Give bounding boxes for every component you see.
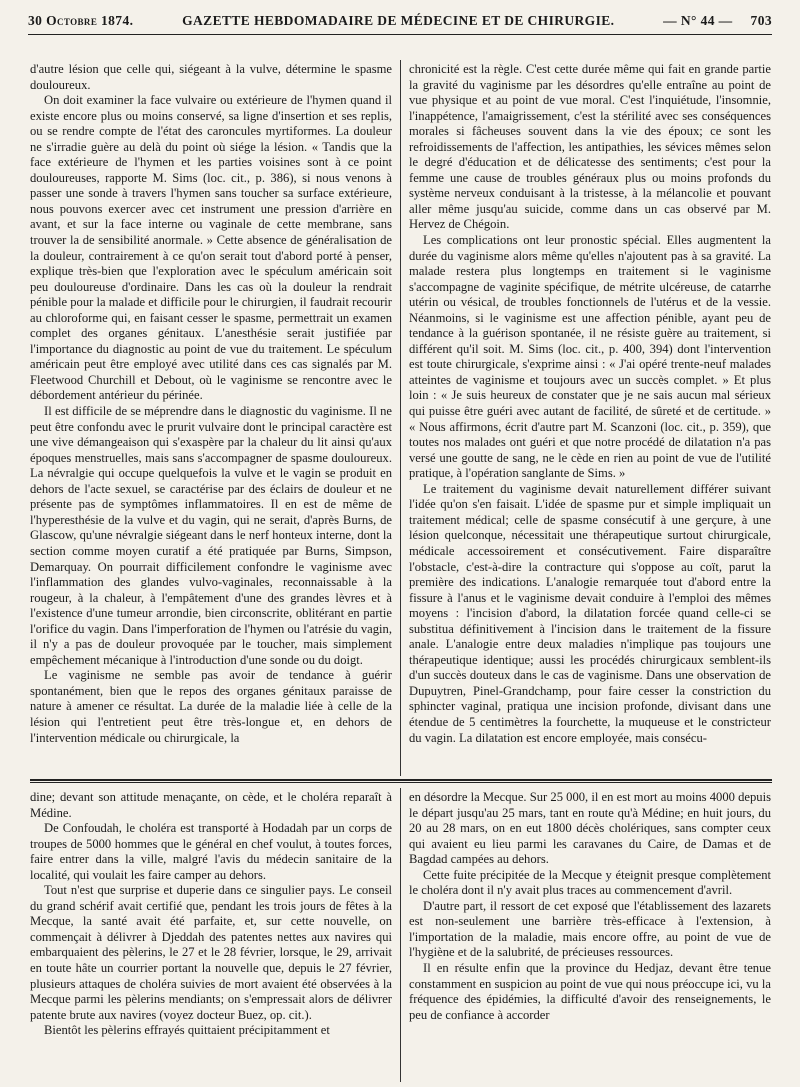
paragraph: Il en résulte enfin que la province du Hedjaz, devant être tenue constamment en suspicion au point de vue qui nous préoccupe ici, vu la fréquence des épidémies, la difficulté d'avoir des renseignements, le peu de confiance à accorder: [409, 961, 771, 1022]
page-number: 703: [750, 13, 772, 28]
paragraph: On doit examiner la face vulvaire ou extérieure de l'hymen quand il existe encore plus ou moins conservé, sa ligne d'insertion et ses replis, ou se rendre compte de l'état des caroncules myrtiformes. La douleur ne s'irradie guère au delà du point où siége la lésion. « Tandis que la face extérieure de l'hymen et les parties voisines sont à ce point douloureuses, rapporte M. Sims (loc. cit., p. 386), si nous venons à passer une sonde à travers l'hymen sans toucher sa surface extérieure, nous pouvons exercer avec cet instrument une pression d'arrière en avant, et sur la face interne ou vaginale de cette membrane, sans trouver la de sensibilité anormale. » Cette absence de généralisation de la douleur, contrairement à ce qu'on serait tout d'abord porté à penser, explique très-bien que l'exploration avec le spéculum américain soit peu douloureuse d'ordinaire. Dans les cas où la douleur la rendrait pénible pour la malade et difficile pour le chirurgien, il faudrait recourir au chloroforme qui, en faisant cesser le spasme, permettrait un examen complet des organes génitaux. L'anesthésie serait justifiée par l'importance du diagnostic au point de vue du traitement. Le spéculum américain peut être employé avec utilité dans ces cas signalés par M. Fleetwood Churchill et Debout, où le vaginisme se rencontre avec le débordement antérieur du périnée.: [30, 93, 392, 403]
paragraph: d'autre lésion que celle qui, siégeant à la vulve, détermine le spasme douloureux.: [30, 62, 392, 92]
paragraph: D'autre part, il ressort de cet exposé que l'établissement des lazarets est non-seulement une barrière très-efficace à l'extension, à l'importation de la maladie, mais encore offre, au point de vue de l'hygiène et de la salubrité, de précieuses ressources.: [409, 898, 771, 960]
journal-title: GAZETTE HEBDOMADAIRE DE MÉDECINE ET DE CHIRURGIE.: [182, 13, 615, 28]
paragraph: De Confoudah, le choléra est transporté à Hodadah par un corps de troupes de 5000 hommes que le général en chef voulut, à toutes forces, faire entrer dans la ville, malgré l'avis du médecin sanitaire de la localité, qui voulait les faire camper au dehors.: [30, 821, 392, 882]
column-top-left: [30, 62, 392, 774]
column-divider-bottom: [400, 788, 401, 1082]
paragraph: Tout n'est que surprise et duperie dans ce singulier pays. Le conseil du grand schérif avait certifié que, pendant les trois jours de fêtes à la Mecque, la santé avait été parfaite, et, sur cette nouvelle, on commençait à délivrer à Djeddah des patentes nettes aux navires qui embarquaient des pèlerins, le 27 et le 28 février, lorsque, le 29, arrivait en toute hâte un courrier portant la nouvelle que, depuis le 27 février, plusieurs attaques de choléra suivies de mort avaient été observées à la Mecque parmi les pèlerins mendiants; on s'empressait alors de délivrer patente brute aux navires (voyez docteur Buez, op. cit.).: [30, 883, 392, 1022]
column-bottom-left: [30, 790, 392, 1080]
issue-number: — N° 44 —: [663, 13, 733, 28]
column-top-right: [409, 62, 771, 774]
paragraph: en désordre la Mecque. Sur 25 000, il en est mort au moins 4000 depuis le départ jusqu'au 25 mars, tant en route qu'à Médine; en huit jours, du 20 au 28 mars, on en eut 1800 décès cholériques, sans compter ceux qui avaient eu lieu parmi les caravanes du Caire, de Damas et de Bagdad campées au dehors.: [409, 790, 771, 867]
running-header: [28, 8, 772, 35]
issue-date: 30 Octobre 1874.: [28, 13, 134, 28]
paragraph: Cette fuite précipitée de la Mecque y éteignit presque complètement le choléra dont il n'y avait plus traces au commencement d'avril.: [409, 867, 771, 898]
issue-number-group: [663, 13, 772, 29]
paragraph: Il est difficile de se méprendre dans le diagnostic du vaginisme. Il ne peut être confondu avec le prurit vulvaire dont le principal caractère est une vive démangeaison qui s'exaspère par la chaleur du lit ainsi qu'aux époques menstruelles, mais sans s'accompagner de spasme douloureux. La névralgie qui occupe quelquefois la vulve et le vagin se produit en dehors de l'acte sexuel, se caractérise par des éclairs de douleur et ne présente pas de symptômes inflammatoires. Il en est de même de l'hyperesthésie de la vulve et du vagin, qui ne serait, d'après Burns, de Glascow, qu'une névralgie siégeant dans le nerf honteux interne, dont la section comme moyen curatif a été pratiquée par Burns, Simpson, Demarquay. On pourrait difficilement confondre le vaginisme avec l'inflammation des glandes vulvo-vaginales, reconnaissable à la rougeur, à la chaleur, à l'empâtement d'une des grandes lèvres et à l'existence d'une tumeur arrondie, bien circonscrite, oblitérant en partie l'orifice du vagin. Dans l'imperforation de l'hymen ou l'atrésie du vagin, il n'y a pas de douleur provoquée par le toucher, mais simplement empêchement mécanique à l'introduction d'une sonde ou du doigt.: [30, 404, 392, 667]
column-divider-top: [400, 60, 401, 776]
paragraph: chronicité est la règle. C'est cette durée même qui fait en grande partie la gravité du vaginisme par les désordres qu'elle entraîne au point de vue physique et au point de vue moral. C'est l'inquiétude, l'insomnie, l'inappétence, l'amaigrissement, c'est la stérilité avec ses conséquences morales si fâcheuses souvent dans la vie des époux; ce sont les refroidissements de l'affection, les antipathies, les sévices mêmes selon le degré d'éducation et de délicatesse des sentiments; c'est pour la femme une cause de troubles généraux plus ou moins profonds du système nerveux conduisant à la tristesse, à la mélancolie et pouvant aller même jusqu'au suicide, comme dans un cas observé par M. Hervez de Chégoin.: [409, 62, 771, 232]
paragraph: dine; devant son attitude menaçante, on cède, et le choléra reparaît à Médine.: [30, 790, 392, 820]
paragraph: Le traitement du vaginisme devait naturellement différer suivant l'idée qu'on s'en faisait. L'idée de spasme pur et simple impliquait un traitement médical; celle de spasme consécutif à une gerçure, à une lésion quelconque, nécessitait une thérapeutique surtout chirurgicale, médicale accessoirement et consécutivement. Faire disparaître l'obstacle, c'est-à-dire la contracture qui s'oppose au coït, parut la première des indications. L'analogie remarquée tout d'abord entre la fissure à l'anus et le vaginisme devait conduire à l'emploi des mêmes moyens : l'incision d'abord, la dilatation forcée quand celle-ci se substitua définitivement à l'incision dans le traitement de la fissure anale. L'analogie entre deux maladies n'implique pas toujours une thérapeutique identique; aussi les procédés chirurgicaux semblent-ils d'un succès douteux dans le cas de vaginisme. Dans une observation de Dupuytren, Pinel-Grandchamp, pour faire cesser la constriction du sphincter vaginal, pratiqua une incision profonde, divisant dans une étendue de 5 centimètres la fourchette, la muqueuse et le constricteur du vagin. La dilatation est encore employée, mais consécu-: [409, 481, 771, 745]
paragraph: Le vaginisme ne semble pas avoir de tendance à guérir spontanément, bien que le repos des organes génitaux paraisse de nature à amener ce résultat. La durée de la maladie liée à celle de la lésion qui l'entretient peut être très-longue et, en dehors de l'intervention médicale ou chirurgicale, la: [30, 668, 392, 745]
paragraph: Bientôt les pèlerins effrayés quittaient précipitamment et: [44, 1023, 330, 1038]
section-divider-secondary: [30, 782, 772, 783]
paragraph: Les complications ont leur pronostic spécial. Elles augmentent la durée du vaginisme alors même qu'elles n'ajoutent pas à sa gravité. La malade restera plus longtemps en traitement si le vaginisme s'accompagne de vaginite spécifique, de métrite ulcéreuse, de catarrhe utérin ou vésical, de troubles fonctionnels de l'utérus et de la vessie. Néanmoins, si le vaginisme est une affection pénible, ayant peu de tendance à la guérison spontanée, il ne résiste guère au traitement, si différent qu'il soit. M. Sims (loc. cit., p. 400, 394) dont l'intervention est toute chirurgicale, s'exprime ainsi : « J'ai opéré trente-neuf malades atteintes de vaginisme et toujours avec un succès complet. » Et plus loin : « Je suis heureux de constater que je ne sais aucun mal sérieux qui puisse être guéri avec autant de facilité, de sûreté et de certitude. » « Nous affirmons, écrit d'autre part M. Scanzoni (loc. cit., p. 359), que toutes nos malades ont guéri et que notre procédé de dilatation n'a pas versé une goutte de sang, ne le cède en rien au point de vue de l'utilité pratique, à l'opération sanglante de Sims. »: [409, 233, 771, 481]
column-bottom-right: [409, 790, 771, 1080]
section-divider: [30, 779, 772, 781]
